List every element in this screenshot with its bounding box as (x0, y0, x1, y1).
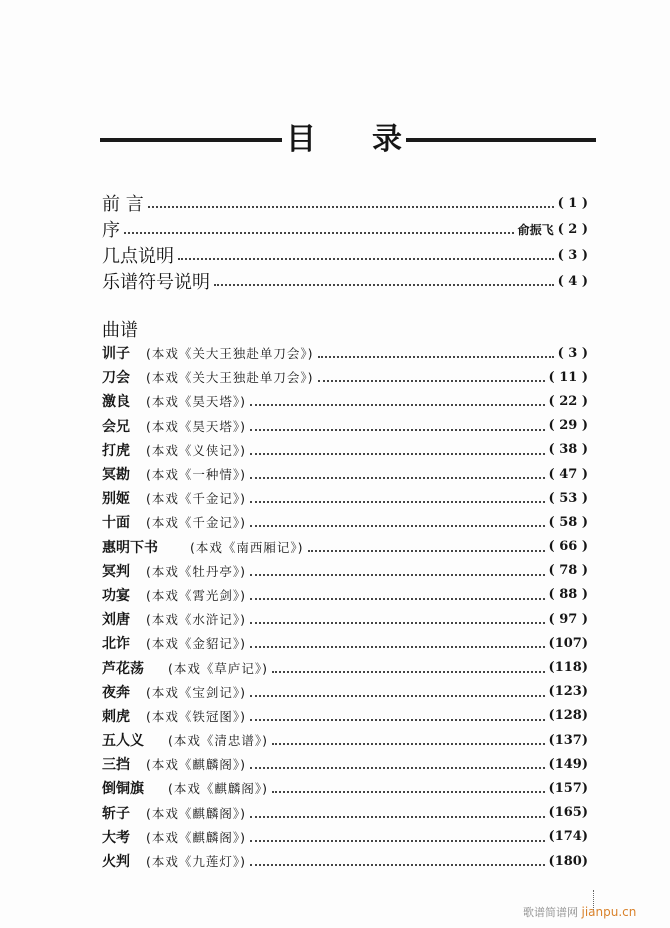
dot-leader (272, 779, 545, 793)
dot-leader (148, 194, 554, 208)
toc-entry[interactable] (102, 825, 588, 849)
piece-source: (本戏《麒麟阁》) (146, 805, 247, 821)
piece-page: (123) (548, 684, 588, 700)
dot-leader (250, 417, 545, 431)
toc-entry[interactable] (102, 462, 588, 486)
watermark-domain: jianpu.cn (581, 905, 637, 919)
toc-entry[interactable] (102, 704, 588, 728)
entry-page: ( 3 ) (557, 247, 588, 263)
piece-name: 北诈 (102, 636, 130, 653)
watermark-site-name: 歌谱简谱网 (523, 906, 578, 919)
dot-leader (250, 489, 545, 503)
piece-source: (本戏《水浒记》) (146, 612, 247, 628)
toc-entry[interactable] (102, 535, 588, 559)
dot-leader (124, 220, 514, 234)
piece-page: (137) (548, 732, 588, 748)
dot-leader (308, 538, 545, 552)
piece-source: (本戏《宝剑记》) (146, 684, 247, 700)
piece-source: (本戏《牡丹亭》) (146, 563, 247, 579)
toc-entry[interactable] (102, 510, 588, 534)
dot-leader (250, 586, 545, 600)
piece-source: (本戏《南西厢记》) (190, 539, 304, 555)
piece-source: (本戏《昊天塔》) (146, 394, 247, 410)
piece-page: ( 22 ) (548, 393, 588, 409)
toc-entry-notation-symbols[interactable] (102, 268, 588, 294)
piece-source: (本戏《关大王独赴单刀会》) (146, 346, 314, 362)
piece-name: 刘唐 (102, 612, 130, 629)
piece-name: 功宴 (102, 587, 130, 604)
dot-leader (272, 659, 545, 673)
piece-page: (107) (548, 635, 588, 651)
piece-name: 会兄 (102, 418, 130, 435)
dot-leader (250, 755, 545, 769)
piece-page: ( 47 ) (548, 466, 588, 482)
piece-name: 刀会 (102, 370, 130, 387)
toc-entry-preface[interactable] (102, 190, 588, 216)
watermark (523, 904, 636, 920)
dot-leader (250, 441, 545, 455)
toc-entry-foreword[interactable] (102, 216, 588, 242)
title-char-mu: 目 (286, 122, 316, 157)
dot-leader (250, 828, 545, 842)
piece-name: 三挡 (102, 757, 130, 774)
dot-leader (272, 731, 545, 745)
piece-page: ( 97 ) (548, 611, 588, 627)
piece-name: 芦花荡 (102, 660, 144, 677)
toc-entry[interactable] (102, 607, 588, 631)
piece-page: ( 29 ) (548, 418, 588, 434)
dot-leader (250, 804, 545, 818)
entry-author: 俞振飞 (517, 222, 554, 237)
piece-page: ( 3 ) (557, 345, 588, 361)
piece-source: (本戏《草庐记》) (168, 660, 269, 676)
piece-page: ( 88 ) (548, 587, 588, 603)
piece-name: 别姬 (102, 491, 130, 508)
dot-leader (250, 852, 545, 866)
piece-source: (本戏《千金记》) (146, 491, 247, 507)
page-title (100, 122, 600, 158)
entry-label: 前 言 (102, 194, 144, 215)
toc-entry[interactable] (102, 801, 588, 825)
title-rule-right (406, 138, 596, 142)
dot-leader (318, 368, 545, 382)
piece-name: 大考 (102, 829, 130, 846)
toc-entry[interactable] (102, 631, 588, 655)
piece-source: (本戏《麒麟阁》) (146, 829, 247, 845)
piece-name: 夜奔 (102, 684, 130, 701)
dot-leader (214, 272, 554, 286)
piece-name: 训子 (102, 346, 130, 363)
piece-page: ( 38 ) (548, 442, 588, 458)
toc-entry-notes[interactable] (102, 242, 588, 268)
toc-entry[interactable] (102, 365, 588, 389)
piece-source: (本戏《关大王独赴单刀会》) (146, 370, 314, 386)
toc-entry[interactable] (102, 728, 588, 752)
toc-entry[interactable] (102, 341, 588, 365)
piece-source: (本戏《金貂记》) (146, 636, 247, 652)
piece-source: (本戏《义侠记》) (146, 442, 247, 458)
piece-name: 五人义 (102, 733, 144, 750)
piece-source: (本戏《千金记》) (146, 515, 247, 531)
toc-entry[interactable] (102, 776, 588, 800)
entry-page: ( 4 ) (557, 273, 588, 289)
piece-page: ( 58 ) (548, 514, 588, 530)
piece-name: 冥勘 (102, 467, 130, 484)
entry-label: 几点说明 (102, 246, 174, 267)
toc-entry[interactable] (102, 680, 588, 704)
toc-entry[interactable] (102, 752, 588, 776)
piece-name: 打虎 (102, 442, 130, 459)
entry-page: ( 1 ) (557, 195, 588, 211)
toc-entry[interactable] (102, 849, 588, 873)
piece-name: 冥判 (102, 563, 130, 580)
piece-page: (157) (548, 780, 588, 796)
piece-source: (本戏《霄光剑》) (146, 587, 247, 603)
title-rule-left (100, 138, 282, 142)
dot-leader (250, 707, 545, 721)
section-heading-scores: 曲谱 (102, 320, 138, 341)
toc-entry[interactable] (102, 414, 588, 438)
piece-page: ( 11 ) (548, 369, 588, 385)
piece-source: (本戏《九莲灯》) (146, 854, 247, 870)
front-matter-list (102, 190, 588, 294)
piece-page: (174) (548, 829, 588, 845)
piece-page: ( 66 ) (548, 539, 588, 555)
piece-name: 十面 (102, 515, 130, 532)
dot-leader (178, 246, 554, 260)
entry-label: 序 (102, 220, 120, 241)
pieces-list (102, 341, 588, 873)
piece-page: (149) (548, 756, 588, 772)
toc-entry[interactable] (102, 486, 588, 510)
piece-name: 激良 (102, 394, 130, 411)
piece-name: 火判 (102, 854, 130, 871)
piece-source: (本戏《铁冠图》) (146, 708, 247, 724)
toc-entry[interactable] (102, 389, 588, 413)
piece-source: (本戏《一种情》) (146, 467, 247, 483)
toc-entry[interactable] (102, 438, 588, 462)
piece-source: (本戏《清忠谱》) (168, 733, 269, 749)
piece-source: (本戏《麒麟阁》) (168, 781, 269, 797)
piece-name: 斩子 (102, 805, 130, 822)
piece-page: ( 53 ) (548, 490, 588, 506)
piece-page: (180) (548, 853, 588, 869)
piece-name: 倒铜旗 (102, 781, 144, 798)
toc-entry[interactable] (102, 559, 588, 583)
piece-source: (本戏《麒麟阁》) (146, 757, 247, 773)
toc-entry[interactable] (102, 655, 588, 679)
entry-page: ( 2 ) (557, 221, 588, 237)
piece-name: 刺虎 (102, 708, 130, 725)
piece-page: (165) (548, 805, 588, 821)
dot-leader (318, 344, 554, 358)
piece-page: (118) (548, 660, 588, 676)
piece-page: (128) (548, 708, 588, 724)
dot-leader (250, 610, 545, 624)
dot-leader (250, 392, 545, 406)
toc-entry[interactable] (102, 583, 588, 607)
dot-leader (250, 513, 545, 527)
dot-leader (250, 562, 545, 576)
piece-page: ( 78 ) (548, 563, 588, 579)
title-char-lu: 录 (372, 122, 402, 157)
dot-leader (250, 465, 545, 479)
dot-leader (250, 634, 545, 648)
dot-leader (250, 683, 545, 697)
piece-source: (本戏《昊天塔》) (146, 418, 247, 434)
entry-label: 乐谱符号说明 (102, 272, 210, 293)
piece-name: 惠明下书 (102, 539, 158, 556)
